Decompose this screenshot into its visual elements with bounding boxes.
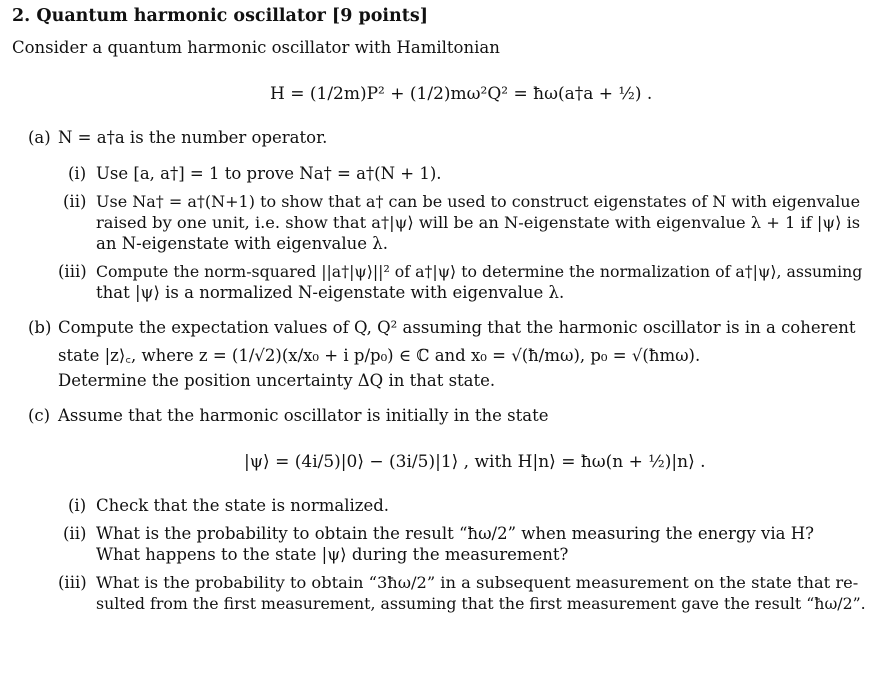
part-b-label: (b) (28, 318, 52, 337)
part-c-label: (c) (28, 406, 51, 425)
part-a-iii-label: (iii) (58, 262, 87, 281)
part-b-line-2: state |z⟩꜀, where z = (1/√2)(x/x₀ + i p/p₀) ∈ ℂ and x₀ = √(ħ/mω), p₀ = √(ħmω). (58, 346, 701, 365)
part-a-ii-line-1: Use Na† = a†(N+1) to show that a† can be used to construct eigenstates of N with eigenvalue (96, 192, 861, 211)
part-c-ii-line-2: What happens to the state |ψ⟩ during the measurement? (96, 545, 569, 564)
part-c-ii-line-1: What is the probability to obtain the result “ħω/2” when measuring the energy via H? (96, 524, 814, 543)
intro-text: Consider a quantum harmonic oscillator with Hamiltonian (12, 38, 500, 57)
part-c-ii-label: (ii) (63, 524, 87, 543)
part-b-line-3: Determine the position uncertainty ΔQ in that state. (58, 371, 496, 390)
part-c-iii-line-2: sulted from the first measurement, assuming that the first measurement gave the result “ħω/2”. (96, 594, 866, 613)
part-a-iii-line-2: that |ψ⟩ is a normalized N-eigenstate with eigenvalue λ. (96, 283, 565, 302)
part-a-ii-line-3: an N-eigenstate with eigenvalue λ. (96, 234, 388, 253)
hamiltonian-equation: H = (1/2m)P² + (1/2)mω²Q² = ħω(a†a + ½) . (270, 84, 653, 104)
part-a-iii-line-1: Compute the norm-squared ||a†|ψ⟩||² of a†|ψ⟩ to determine the normalization of a†|ψ⟩, assuming (96, 262, 863, 281)
part-c-iii-label: (iii) (58, 573, 87, 592)
initial-state-equation: |ψ⟩ = (4i/5)|0⟩ − (3i/5)|1⟩ , with H|n⟩ = ħω(n + ½)|n⟩ . (244, 452, 706, 472)
part-c-i-text: Check that the state is normalized. (96, 496, 390, 515)
part-a-i-text: Use [a, a†] = 1 to prove Na† = a†(N + 1). (96, 164, 442, 183)
part-a-i-label: (i) (68, 164, 87, 183)
part-b-line-1: Compute the expectation values of Q, Q² assuming that the harmonic oscillator is in a coherent (58, 318, 856, 337)
problem-title: 2. Quantum harmonic oscillator [9 points] (12, 6, 428, 26)
part-a-ii-label: (ii) (63, 192, 87, 211)
part-c-iii-line-1: What is the probability to obtain “3ħω/2” in a subsequent measurement on the state that re- (96, 573, 859, 592)
part-a-ii-line-2: raised by one unit, i.e. show that a†|ψ⟩ will be an N-eigenstate with eigenvalue λ + 1 if |ψ⟩ is (96, 213, 861, 232)
part-c-i-label: (i) (68, 496, 87, 515)
part-c-text: Assume that the harmonic oscillator is initially in the state (58, 406, 549, 425)
part-a-label: (a) (28, 128, 51, 147)
part-a-text: N = a†a is the number operator. (58, 128, 328, 147)
